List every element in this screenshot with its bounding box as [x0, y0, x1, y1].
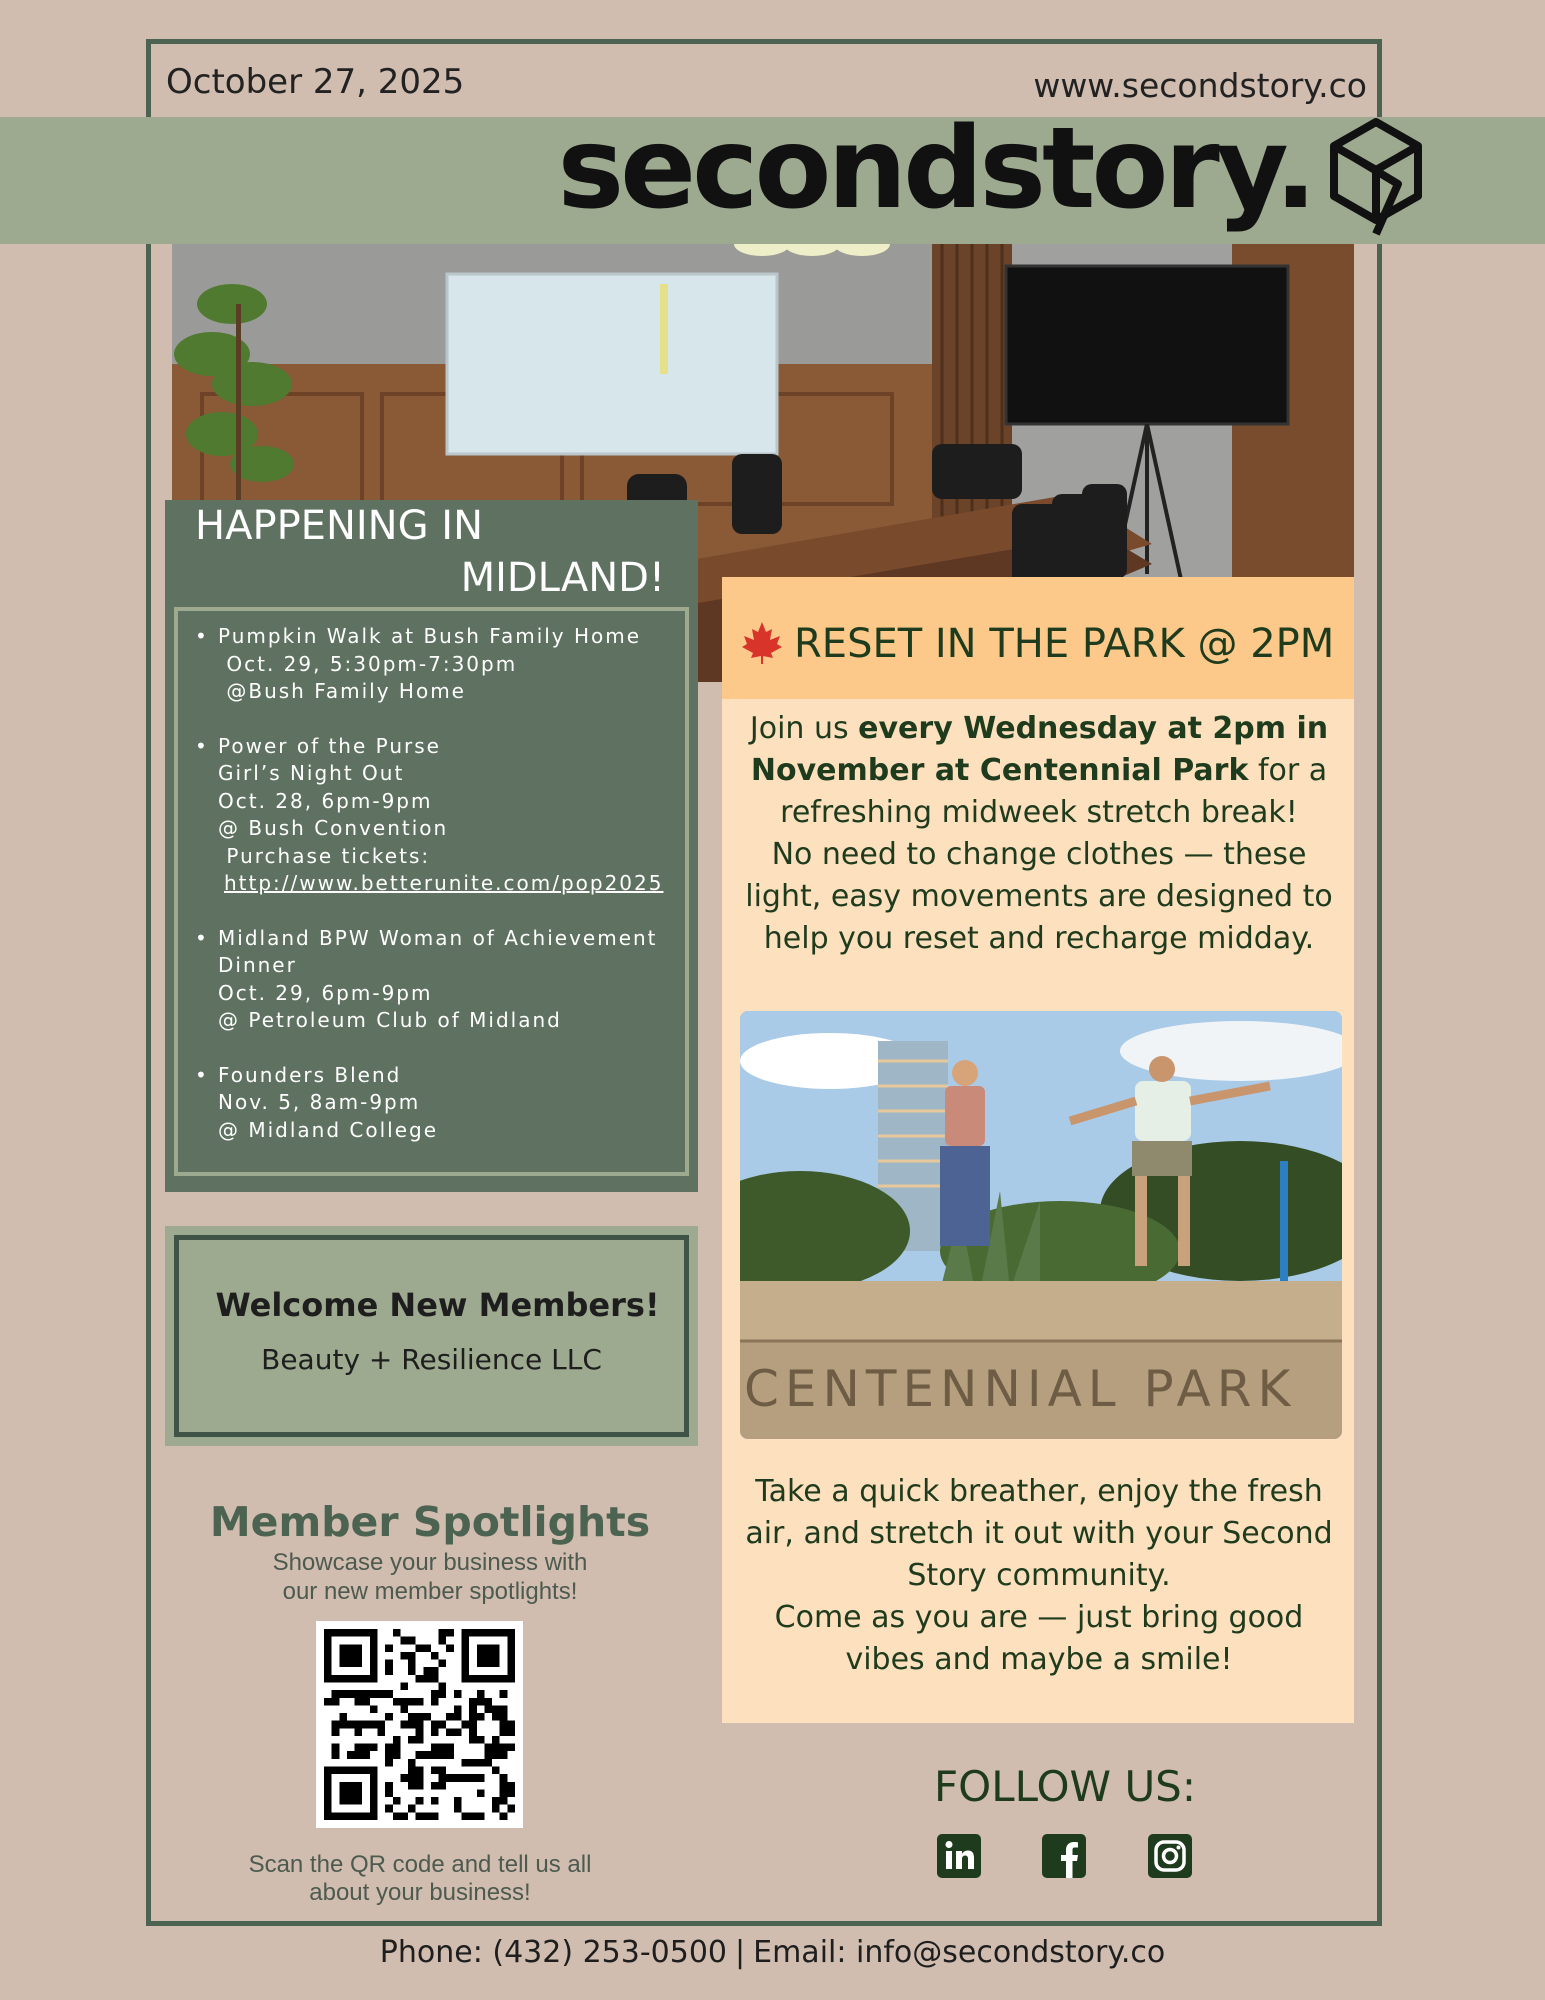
happening-title: HAPPENING IN MIDLAND!	[195, 503, 665, 601]
qr-code[interactable]	[316, 1621, 523, 1828]
website-link[interactable]: www.secondstory.co	[1033, 66, 1367, 105]
contact-line	[0, 1935, 1545, 1970]
welcome-title: Welcome New Members!	[215, 1286, 660, 1324]
welcome-box	[174, 1235, 689, 1437]
centennial-park-photo	[740, 1011, 1342, 1439]
new-member-name: Beauty + Resilience LLC	[261, 1343, 602, 1376]
park-sign-text: CENTENNIAL PARK	[744, 1360, 1297, 1418]
reset-footer-text: Take a quick breather, enjoy the fresh air, and stretch it out with your Second Story community. Come as you are — just bring good vibes and maybe a smile!	[745, 1474, 1333, 1677]
facebook-icon[interactable]	[1042, 1834, 1086, 1878]
email-address[interactable]: Email: info@secondstory.co	[753, 1935, 1166, 1970]
follow-title: FOLLOW US:	[933, 1762, 1196, 1811]
reset-title: RESET IN THE PARK @ 2PM	[794, 621, 1335, 667]
spotlight-title: Member Spotlights	[209, 1498, 651, 1546]
linkedin-icon[interactable]	[937, 1834, 981, 1878]
happening-panel	[165, 500, 698, 1192]
instagram-icon[interactable]	[1148, 1834, 1192, 1878]
events-list	[178, 623, 677, 1144]
event-item: • Power of the Purse Girl’s Night Out Oct. 28, 6pm-9pm @ Bush Convention Purchase tickets: http://www.betterunite.com/pop2025	[178, 733, 677, 898]
reset-panel	[722, 577, 1354, 1723]
issue-date: October 27, 2025	[166, 62, 465, 102]
event-item: • Pumpkin Walk at Bush Family Home Oct. 29, 5:30pm-7:30pm @Bush Family Home	[178, 623, 677, 706]
welcome-panel	[165, 1226, 698, 1446]
event-item: • Midland BPW Woman of Achievement Dinner Oct. 29, 6pm-9pm @ Petroleum Club of Midland	[178, 925, 677, 1035]
events-box	[174, 607, 689, 1176]
secondstory-logo-icon	[1328, 116, 1424, 240]
qr-caption: Scan the QR code and tell us all about your business!	[248, 1851, 592, 1906]
phone-number[interactable]: Phone: (432) 253-0500	[379, 1935, 728, 1970]
ticket-link[interactable]: http://www.betterunite.com/pop2025	[224, 871, 664, 895]
spotlight-subtitle: Showcase your business with our new member spotlights!	[272, 1549, 588, 1605]
qr-code-image	[324, 1629, 515, 1820]
contact-separator: |	[735, 1935, 746, 1970]
reset-header	[722, 577, 1354, 699]
brand-logo-text: secondstory.	[557, 104, 1313, 234]
maple-leaf-icon	[740, 620, 784, 664]
event-item: • Founders Blend Nov. 5, 8am-9pm @ Midland College	[178, 1062, 677, 1145]
reset-description: Join us every Wednesday at 2pm in November at Centennial Park for a refreshing midweek stretch break! No need to change clothes — these light, easy movements are designed to help you reset and recharge midday.	[745, 711, 1333, 956]
